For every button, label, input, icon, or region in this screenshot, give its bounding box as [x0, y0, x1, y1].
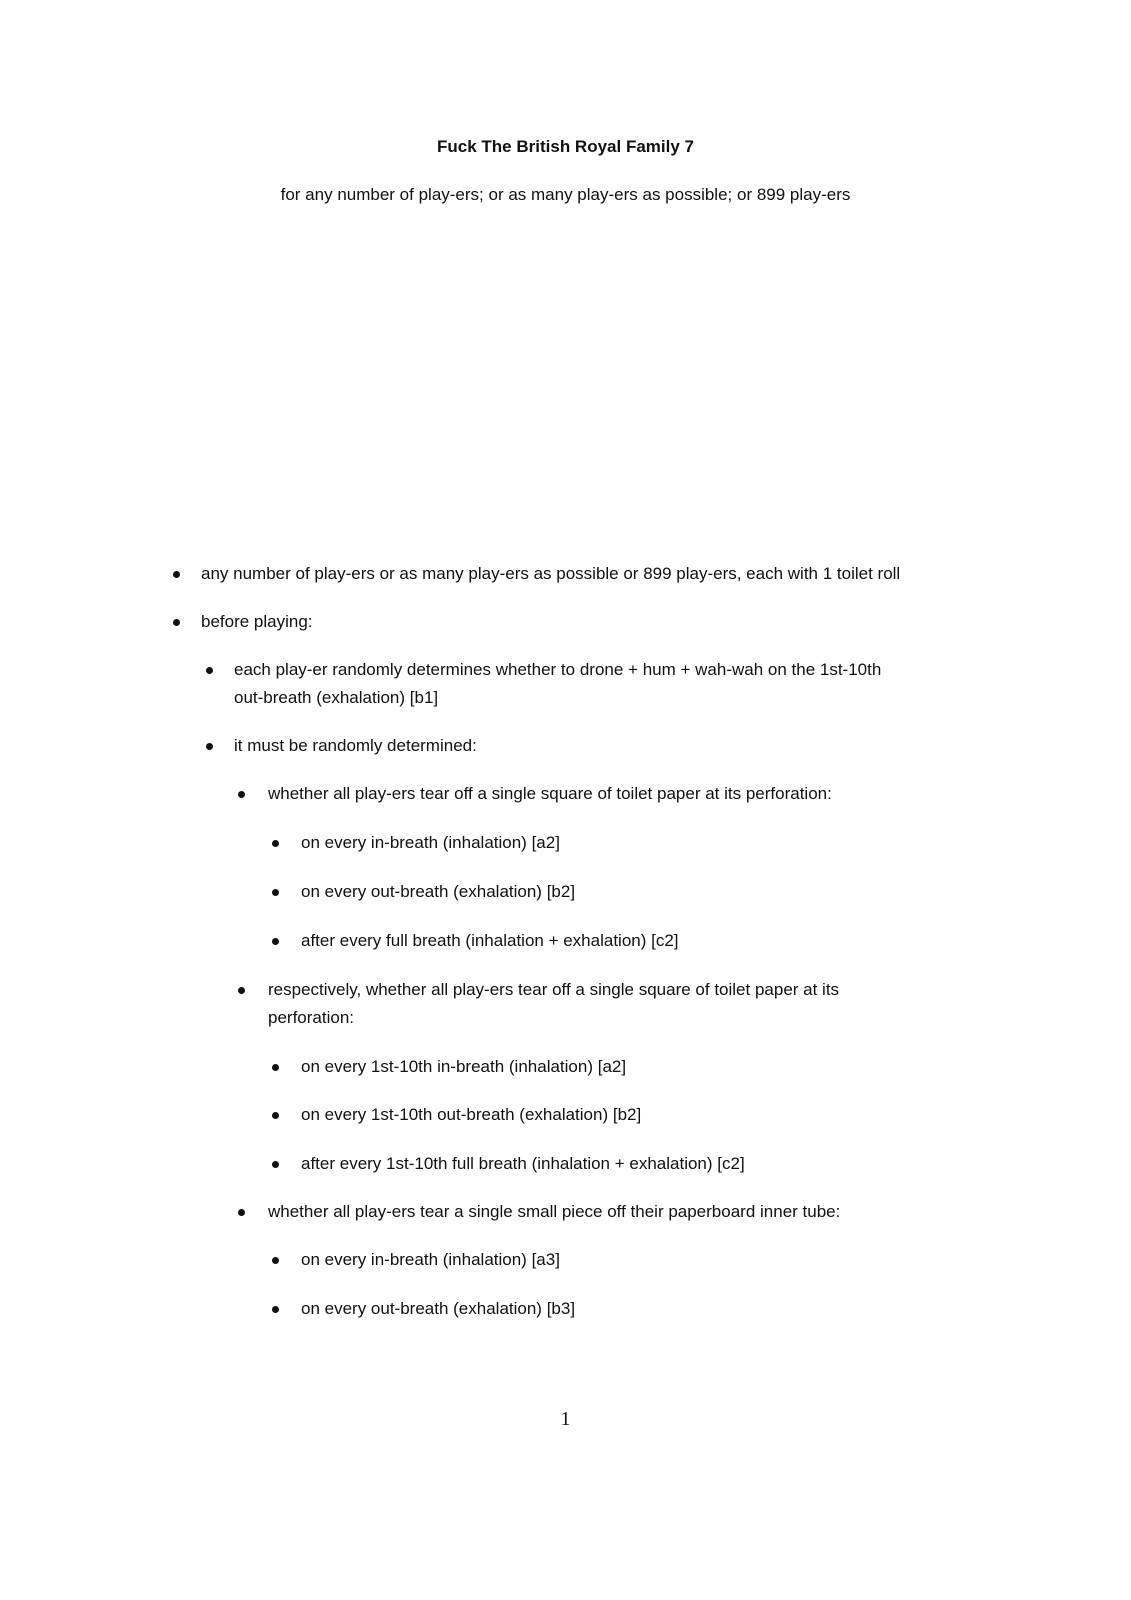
- bullet-icon: [206, 743, 213, 750]
- list-item-text: any number of play-ers or as many play-ers as possible or 899 play-ers, each with 1 toilet roll: [201, 564, 901, 583]
- bullet-icon: [173, 619, 180, 626]
- list-item-text: whether all play-ers tear a single small piece off their paperboard inner tube:: [268, 1202, 841, 1221]
- bullet-icon: [272, 1112, 279, 1119]
- list-item-text: respectively, whether all play-ers tear off a single square of toilet paper at its: [268, 980, 840, 999]
- list-item-text: after every full breath (inhalation + exhalation) [c2]: [301, 931, 679, 950]
- bullet-icon: [272, 840, 279, 847]
- bullet-icon: [238, 791, 245, 798]
- list-item-text: perforation:: [268, 1008, 354, 1027]
- list-item-text: on every in-breath (inhalation) [a2]: [301, 833, 560, 852]
- list-item-text: on every out-breath (exhalation) [b3]: [301, 1299, 576, 1318]
- bullet-icon: [272, 938, 279, 945]
- bullet-icon: [272, 1161, 279, 1168]
- list-item-text: out-breath (exhalation) [b1]: [234, 688, 439, 707]
- list-item-text: it must be randomly determined:: [234, 736, 477, 755]
- bullet-icon: [173, 571, 180, 578]
- list-item-text: on every in-breath (inhalation) [a3]: [301, 1250, 560, 1269]
- list-item-text: on every 1st-10th out-breath (exhalation) [b2]: [301, 1105, 642, 1124]
- bullet-icon: [238, 987, 245, 994]
- bullet-icon: [272, 1064, 279, 1071]
- bullet-icon: [272, 889, 279, 896]
- bullet-icon: [206, 667, 213, 674]
- page-number: 1: [560, 1408, 571, 1430]
- list-item-text: on every out-breath (exhalation) [b2]: [301, 882, 576, 901]
- list-item-text: before playing:: [201, 612, 313, 631]
- bullet-icon: [238, 1209, 245, 1216]
- list-item-text: whether all play-ers tear off a single square of toilet paper at its perforation:: [268, 784, 832, 803]
- list-item-text: each play-er randomly determines whether to drone + hum + wah-wah on the 1st-10th: [234, 660, 882, 679]
- bullet-icon: [272, 1306, 279, 1313]
- document-title: Fuck The British Royal Family 7: [437, 137, 694, 156]
- document-subtitle: for any number of play-ers; or as many play-ers as possible; or 899 play-ers: [280, 185, 851, 204]
- list-item-text: on every 1st-10th in-breath (inhalation) [a2]: [301, 1057, 627, 1076]
- bullet-icon: [272, 1257, 279, 1264]
- list-item-text: after every 1st-10th full breath (inhalation + exhalation) [c2]: [301, 1154, 745, 1173]
